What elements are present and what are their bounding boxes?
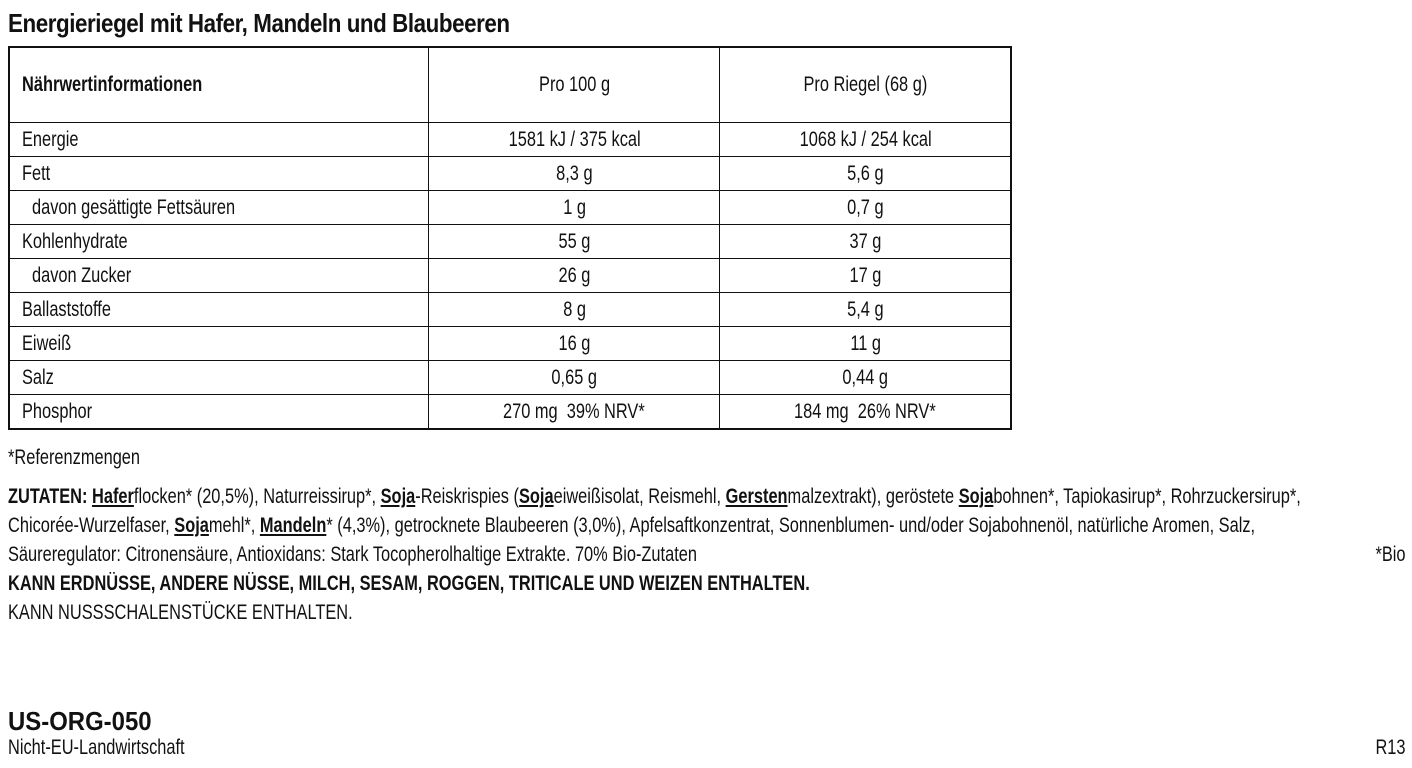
nutshell-warning: KANN NUSSSCHALENSTÜCKE ENTHALTEN. [8,601,353,624]
header-per-100g: Pro 100 g [429,47,720,123]
nutrition-table [8,46,1012,430]
value-per-100g: 16 g [429,327,720,361]
footnote: *Referenzmengen [8,446,141,469]
value-per-bar: 0,44 g [720,361,1011,395]
value-per-bar: 37 g [720,225,1011,259]
ingredients-line-2: Chicorée-Wurzelfaser, Sojamehl*, Mandeln* (4,3%), getrocknete Blaubeeren (3,0%), Apfelsaftkonzentrat, Sonnenblumen- und/oder Sojabohnenöl, natürliche Aromen, Salz, [8,514,1256,537]
nutrient-label: Salz [9,361,429,395]
nutrient-label: Ballaststoffe [9,293,429,327]
agriculture-origin: Nicht-EU-Landwirtschaft [8,736,185,759]
nutrition-row [9,327,1011,361]
nutrition-row [9,123,1011,157]
nutrient-label: Energie [9,123,429,157]
value-per-bar: 11 g [720,327,1011,361]
nutrient-label: Fett [9,157,429,191]
value-per-100g: 8 g [429,293,720,327]
value-per-100g: 1 g [429,191,720,225]
value-per-100g: 0,65 g [429,361,720,395]
ingredients-line-3: Säureregulator: Citronensäure, Antioxidans: Stark Tocopherolhaltige Extrakte. 70% Bio-Zutaten [8,543,697,566]
reference-code: R13 [1375,736,1406,759]
nutrition-header-row [9,47,1011,123]
nutrition-row [9,191,1011,225]
ingredients-line-1: ZUTATEN: Haferflocken* (20,5%), Naturreissirup*, Soja-Reiskrispies (Sojaeiweißisolat, Reismehl, Gerstenmalzextrakt), geröstete Sojabohnen*, Tapiokasirup*, Rohrzuckersirup*, [8,485,1301,508]
header-per-bar: Pro Riegel (68 g) [720,47,1011,123]
value-per-bar: 5,4 g [720,293,1011,327]
nutrition-row [9,259,1011,293]
value-per-100g: 8,3 g [429,157,720,191]
value-per-100g: 270 mg 39% NRV* [429,395,720,430]
header-nutrition-info: Nährwertinformationen [9,47,429,123]
nutrient-label: davon gesättigte Fettsäuren [9,191,429,225]
nutrition-row [9,361,1011,395]
value-per-bar: 184 mg 26% NRV* [720,395,1011,430]
bio-marker: *Bio [1375,543,1406,566]
value-per-100g: 26 g [429,259,720,293]
nutrition-row [9,293,1011,327]
value-per-100g: 1581 kJ / 375 kcal [429,123,720,157]
nutrition-row [9,157,1011,191]
ingredients-block [8,482,1406,627]
value-per-bar: 17 g [720,259,1011,293]
value-per-bar: 0,7 g [720,191,1011,225]
value-per-bar: 5,6 g [720,157,1011,191]
nutrient-label: davon Zucker [9,259,429,293]
nutrient-label: Eiweiß [9,327,429,361]
value-per-bar: 1068 kJ / 254 kcal [720,123,1011,157]
allergen-warning: KANN ERDNÜSSE, ANDERE NÜSSE, MILCH, SESAM, ROGGEN, TRITICALE UND WEIZEN ENTHALTEN. [8,572,810,595]
product-title: Energieriegel mit Hafer, Mandeln und Blaubeeren [8,8,510,38]
organic-code: US-ORG-050 [8,706,152,736]
nutrient-label: Phosphor [9,395,429,430]
nutrition-row [9,225,1011,259]
nutrient-label: Kohlenhydrate [9,225,429,259]
value-per-100g: 55 g [429,225,720,259]
nutrition-row [9,395,1011,430]
